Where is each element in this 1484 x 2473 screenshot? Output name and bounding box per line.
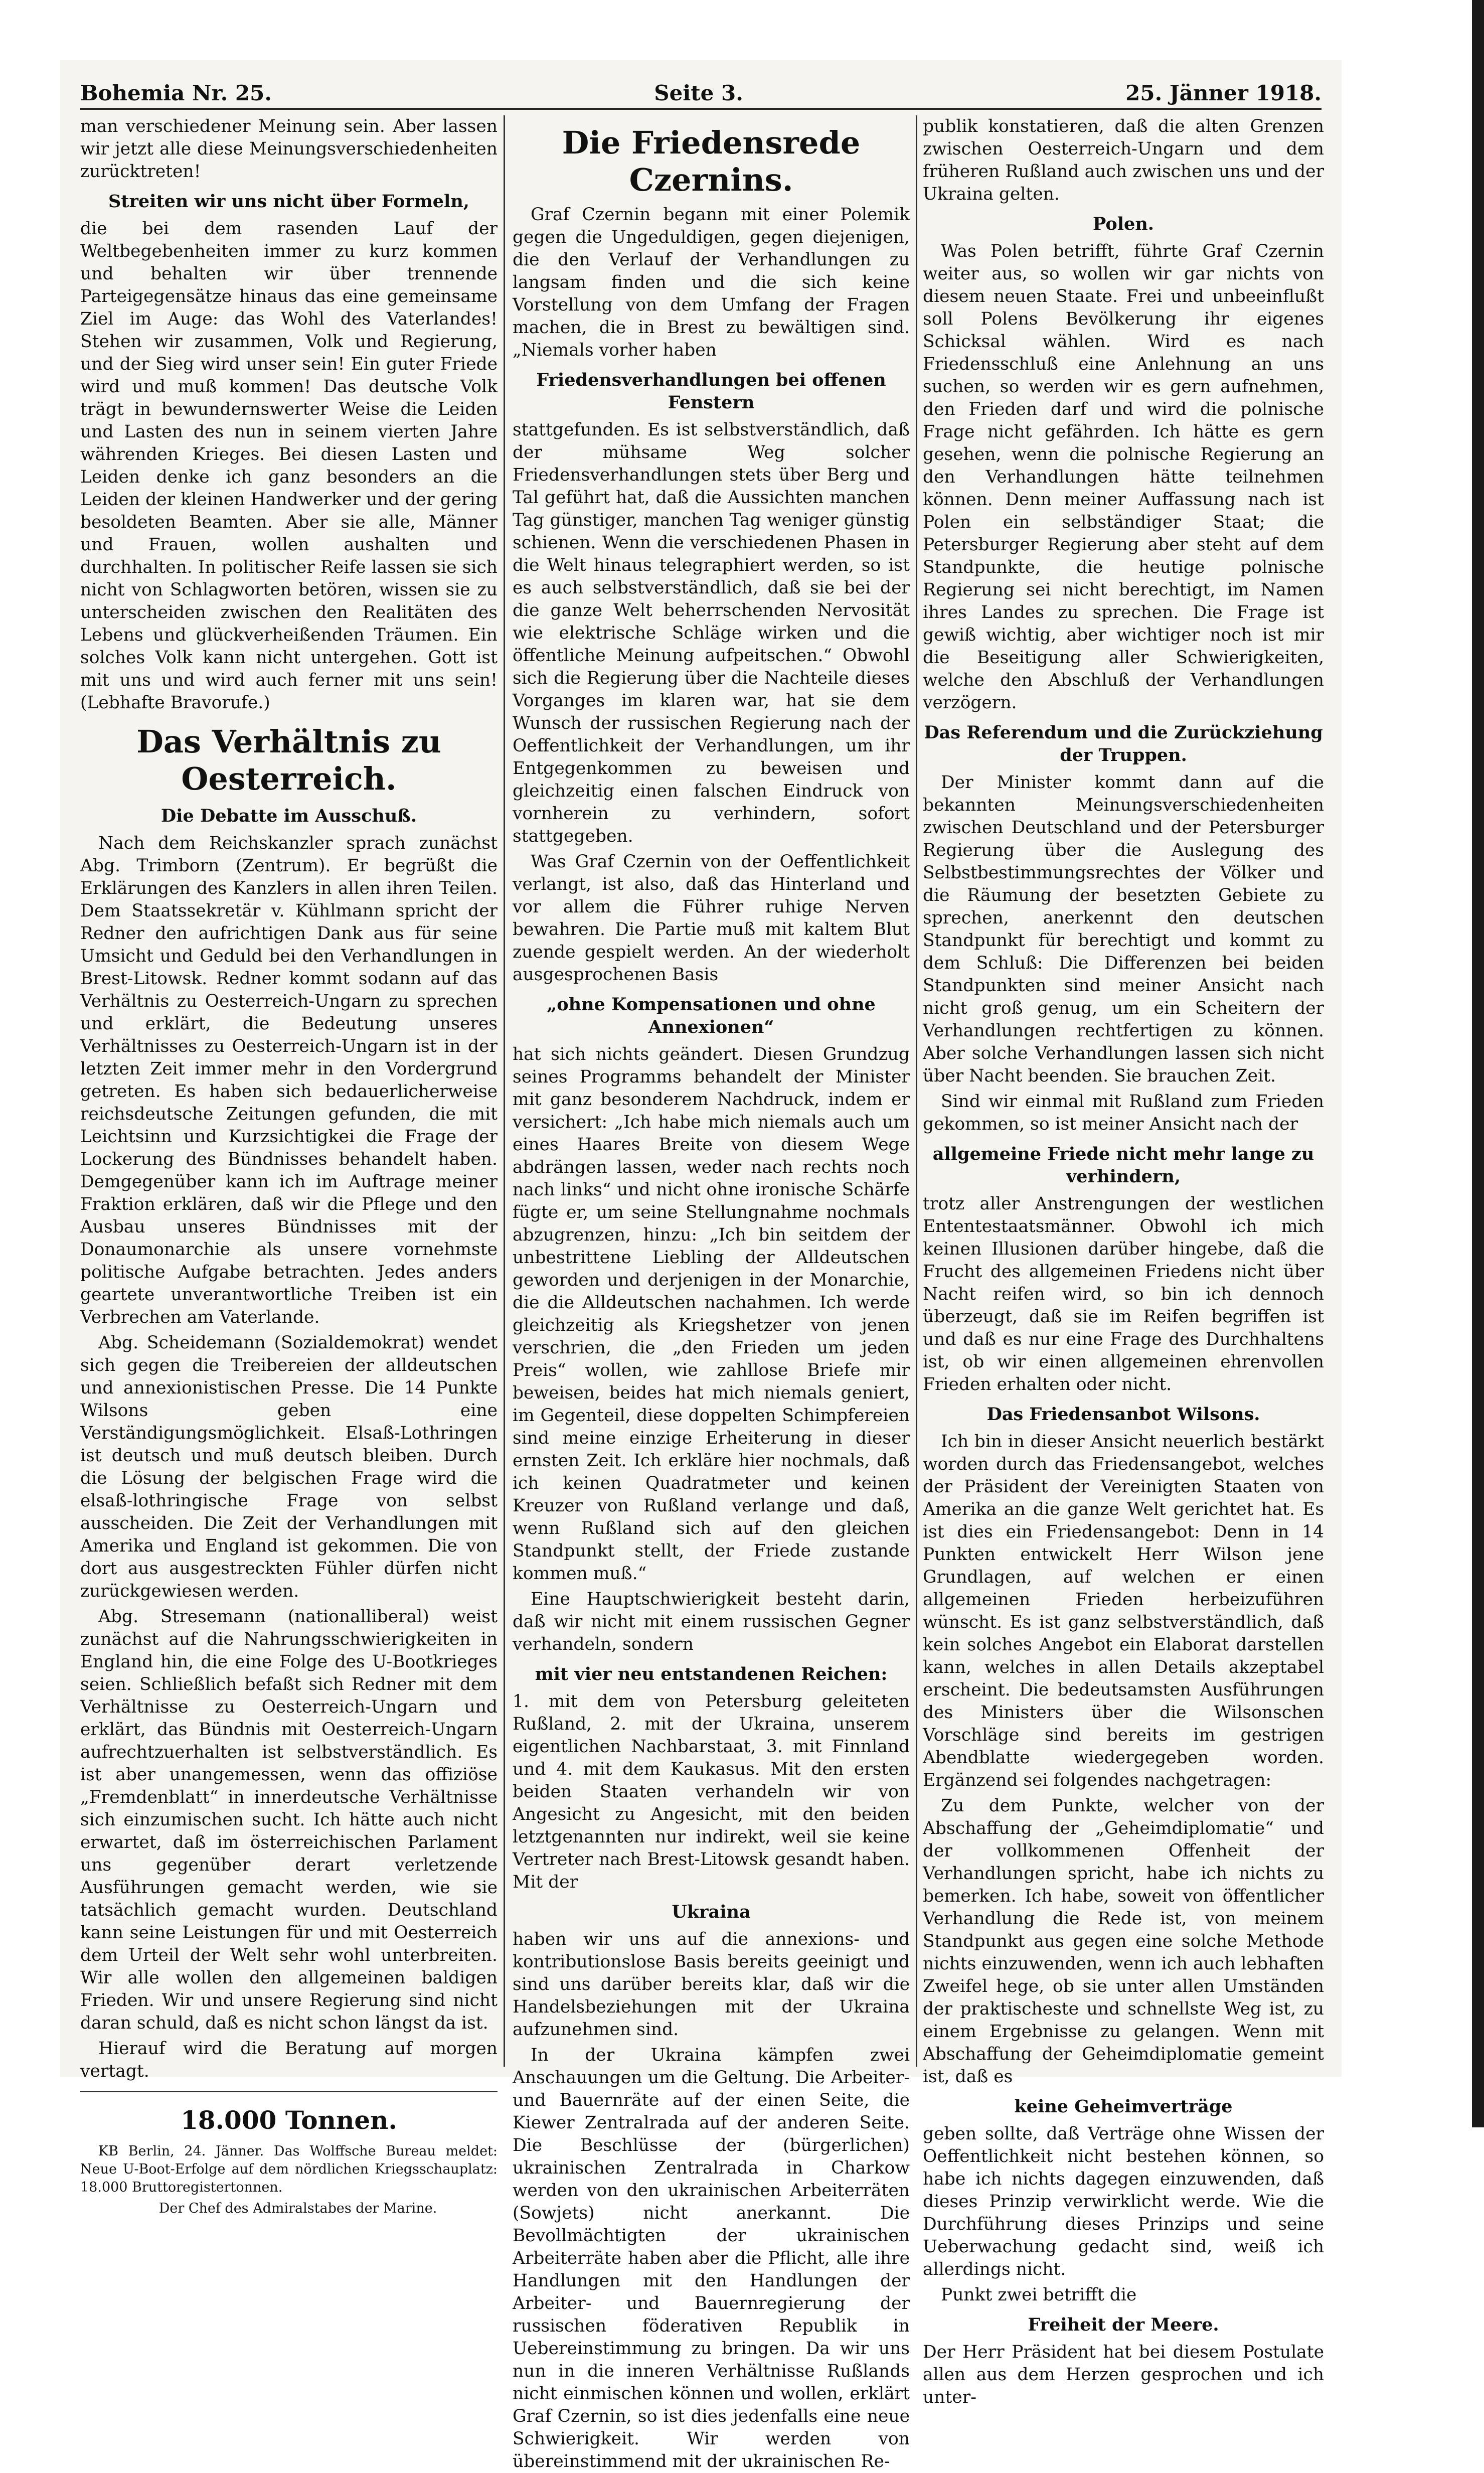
- paragraph: Sind wir einmal mit Rußland zum Frieden gekommen, so ist meiner Ansicht nach der: [923, 1092, 1324, 1134]
- paragraph: trotz aller Anstrengungen der westlichen Ententestaatsmänner. Obwohl ich mich keinen Illusionen darüber hingebe, daß die Frucht des allgemeinen Friedens nicht über Nacht reifen wird, so bin ich dennoch überzeugt, daß sie im Reifen begriffen ist und daß es nur eine Frage des Durchhaltens ist, ob wir einen allgemeinen ehrenvollen Frieden erhalten oder nicht.: [923, 1194, 1324, 1395]
- paragraph: Der Minister kommt dann auf die bekannten Meinungsverschiedenheiten zwischen Deutschland und der Petersburger Regierung über die Auslegung des Selbstbestimmungsrechtes der Völker und die Räumung der besetzten Gebiete zu sprechen, anerkennt den deutschen Standpunkt für berechtigt und kommt zu dem Schluß: Die Differenzen bei beiden Standpunkten sind meiner Ansicht nach nicht groß genug, um ein Scheitern der Verhandlungen rechtfertigen zu können. Aber solche Verhandlungen lassen sich nicht über Nacht beenden. Sie brauchen Zeit.: [923, 772, 1324, 1086]
- subheading: keine Geheimverträge: [1014, 2096, 1233, 2117]
- subheading: Das Friedensanbot Wilsons.: [986, 1404, 1260, 1425]
- article-title-austria: Das Verhältnis zu Oesterreich.: [136, 723, 441, 797]
- subheading: Das Referendum und die Zurückziehung der Truppen.: [924, 722, 1323, 765]
- paragraph: Ich bin in dieser Ansicht neuerlich bestärkt worden durch das Friedensangebot, welches der Präsident der Vereinigten Staaten von Amerika an die ganze Welt gerichtet hat. Es ist dies ein Friedensangebot: Denn in 14 Punkten entwickelt Herr Wilson jene Grundlagen, auf welchen er einen allgemeinen Frieden herbeizuführen wünscht. Es ist ganz selbstverständlich, daß kein solches Angebot ein Elaborat darstellen kann, welches in allen Details akzeptabel erscheint. Die bedeutsamsten Ausführungen des Ministers über die Wilsonschen Vorschläge sind bereits im gestrigen Abendblatte wiedergegeben worden. Ergänzend sei folgendes nachgetragen:: [923, 1432, 1324, 1790]
- section-rule: [80, 2091, 498, 2092]
- paragraph: Nach dem Reichskanzler sprach zunächst Abg. Trimborn (Zentrum). Er begrüßt die Erklärungen des Kanzlers in allen ihren Teilen. Dem Staatssekretär v. Kühlmann spricht der Redner den aufrichtigen Dank aus für seine Umsicht und Geduld bei den Verhandlungen in Brest-Litowsk. Redner kommt sodann auf das Verhältnis zu Oesterreich-Ungarn zu sprechen und erklärt, die Bedeutung unseres Verhältnisses zu Oesterreich-Ungarn ist in der letzten Zeit immer mehr in den Vordergrund getreten. Es haben sich bedauerlicherweise reichsdeutsche Zeitungen gefunden, die mit Leichtsinn und Kurzsichtigkei die Frage der Lockerung des Bündnisses behandelt haben. Demgegenüber kann ich im Auftrage meiner Fraktion erklären, daß wir die Pflege und den Ausbau unseres Bündnisses mit der Donaumonarchie als unsere vornehmste politische Aufgabe betrachten. Jedes anders geartete unverantwortliche Treiben ist ein Verbrechen am Vaterlande.: [80, 833, 498, 1327]
- paragraph: geben sollte, daß Verträge ohne Wissen der Oeffentlichkeit nicht bestehen können, so habe ich nichts dagegen einzuwenden, daß dieses Prinzip verwirklicht werde. Wie die Durchführung dieses Prinzips und seine Ueberwachung gedacht sind, weiß ich allerdings nicht.: [923, 2124, 1324, 2279]
- paragraph: Zu dem Punkte, welcher von der Abschaffung der „Geheimdiplomatie“ und der vollkommenen Offenheit der Verhandlungen spricht, habe ich nichts zu bemerken. Ich habe, soweit von öffentlicher Verhandlung die Rede ist, von meinem Standpunkt aus gegen eine solche Methode nichts einzuwenden, wenn ich auch lebhaften Zweifel hege, ob sie unter allen Umständen der praktischeste und schnellste Weg ist, zu einem Ergebnisse zu gelangen. Wenn mit Abschaffung der Geheimdiplomatie gemeint ist, daß es: [923, 1796, 1325, 2087]
- paragraph: hat sich nichts geändert. Diesen Grundzug seines Programms behandelt der Minister mit ganz besonderem Nachdruck, indem er versichert: „Ich habe mich niemals auch um eines Haares Breite von diesem Wege abdrängen lassen, weder nach rechts noch nach links“ und nicht ohne ironische Schärfe fügte er, um seine Stellungnahme nochmals abzugrenzen, hinzu: „Ich bin seitdem der unbestrittene Liebling der Alldeutschen geworden und derjenigen in der Monarchie, die die Alldeutschen nachahmen. Ich werde gleichzeitig als Kriegshetzer von jenen verschrien, die „den Frieden um jeden Preis“ wollen, wie zahllose Briefe mir beweisen, beides hat mich niemals geniert, im Gegenteil, diese doppelten Schimpfereien sind meine einzige Erheiterung in dieser ernsten Zeit. Ich erkläre hier nochmals, daß ich keinen Quadratmeter und keinen Kreuzer von Rußland verlange und daß, wenn Rußland sich auf den gleichen Standpunkt stellt, der Friede zustande kommen muß.“: [513, 1044, 910, 1584]
- paragraph: Punkt zwei betrifft die: [941, 2285, 1137, 2305]
- page-number: Seite 3.: [654, 81, 743, 105]
- subheading: Ukraina: [672, 1902, 751, 1922]
- scan-edge: [1472, 0, 1484, 2127]
- paragraph: Der Herr Präsident hat bei diesem Postulate allen aus dem Herzen gesprochen und ich unter-: [923, 2342, 1324, 2407]
- article-title-czernin: Die Friedensrede Czernins.: [562, 124, 861, 198]
- subheading: Streiten wir uns nicht über Formeln,: [108, 191, 469, 212]
- subheading: Freiheit der Meere.: [1028, 2314, 1219, 2335]
- paragraph: Graf Czernin begann mit einer Polemik gegen die Ungeduldigen, gegen diejenigen, die den Verlauf der Verhandlungen zu langsam finden und die sich keine Vorstellung von dem Umfang der Fragen machen, die in Brest zu bewältigen sind. „Niemals vorher haben: [513, 205, 910, 360]
- subheading: Die Debatte im Ausschuß.: [160, 806, 417, 826]
- article-title-tonnage: 18.000 Tonnen.: [181, 2105, 397, 2135]
- subheading: allgemeine Friede nicht mehr lange zu verhindern,: [932, 1144, 1314, 1187]
- paragraph: haben wir uns auf die annexions- und kontributionslose Basis bereits geeinigt und sind uns darüber bereits klar, daß wir die Handelsbeziehungen mit der Ukraina aufzunehmen sind.: [513, 1929, 910, 2040]
- subheading: Polen.: [1093, 214, 1154, 234]
- column-divider-2: [916, 115, 917, 2067]
- masthead-issue: Bohemia Nr. 25.: [80, 81, 272, 105]
- paragraph: Abg. Scheidemann (Sozialdemokrat) wendet sich gegen die Treibereien der alldeutschen und annexionistischen Presse. Die 14 Punkte Wilsons geben eine Verständigungsmöglichkeit. Elsaß-Lothringen ist deutsch und muß deutsch bleiben. Durch die Lösung der belgischen Frage wird die elsaß-lothringische Frage von selbst ausscheiden. Die Zeit der Verhandlungen mit Amerika und England ist gekommen. Die von dort aus ausgestreckten Fühler dürfen nicht zurückgewiesen werden.: [80, 1333, 498, 1601]
- paragraph: Abg. Stresemann (nationalliberal) weist zunächst auf die Nahrungsschwierigkeiten in England hin, die eine Folge des U-Bootkrieges seien. Schließlich befaßt sich Redner mit dem Verhältnisse zu Oesterreich-Ungarn und erklärt, das Bündnis mit Oesterreich-Ungarn aufrechtzuerhalten ist selbstverständlich. Es ist aber unangemessen, wenn das offiziöse „Fremdenblatt“ in innerdeutsche Verhältnisse sich einzumischen sucht. Ich hätte auch nicht erwartet, daß im österreichischen Parlament uns gegenüber derart verletzende Ausführungen gemacht werden, wie sie tatsächlich gemacht wurden. Deutschland kann seine Leistungen für und mit Oesterreich dem Urteil der Welt sehr wohl unterbreiten. Wir alle wollen den allgemeinen baldigen Frieden. Wir und unsere Regierung sind nicht daran schuld, daß es nicht schon längst da ist.: [80, 1607, 498, 2033]
- paragraph: In der Ukraina kämpfen zwei Anschauungen um die Geltung. Die Arbeiter- und Bauernräte auf der einen Seite, die Kiewer Zentralrada auf der anderen Seite. Die Beschlüsse der (bürgerlichen) ukrainischen Zentralrada in Charkow werden von den ukrainischen Arbeiterräten (Sowjets) nicht anerkannt. Die Bevollmächtigten der ukrainischen Arbeiterräte haben aber die Pflicht, alle ihre Handlungen mit den Handlungen der Arbeiter- und Bauernregierung der russischen föderativen Republik in Uebereinstimmung zu bringen. Da wir uns nun in die inneren Verhältnisse Rußlands nicht einmischen können und wollen, erklärt Graf Czernin, so ist dies jedenfalls eine neue Schwierigkeit. Wir werden von übereinstimmend mit der ukrainischen Re-: [513, 2045, 910, 2471]
- page-header: [80, 70, 1322, 105]
- paragraph: Hierauf wird die Beratung auf morgen vertagt.: [80, 2039, 498, 2081]
- column-divider-1: [504, 115, 505, 2067]
- subheading: Friedensverhandlungen bei offenen Fenstern: [536, 370, 886, 413]
- paragraph: die bei dem rasenden Lauf der Weltbegebenheiten immer zu kurz kommen und behalten wir über trennende Parteigegensätze hinaus das eine gemeinsame Ziel im Auge: das Wohl des Vaterlandes! Stehen wir zusammen, Volk und Regierung, und der Sieg wird unser sein! Ein guter Friede wird und muß kommen! Das deutsche Volk trägt in bewundernswerter Weise die Leiden und Lasten des nun in seinem vierten Jahre währenden Krieges. Bei diesen Lasten und Leiden denke ich ganz besonders an die Leiden der kleinen Handwerker und der gering besoldeten Beamten. Aber sie alle, Männer und Frauen, wollen aushalten und durchhalten. In politischer Reife lassen sie sich nicht von Schlagworten betören, wissen sie zu unterscheiden zwischen den Realitäten des Lebens und glückverheißenden Träumen. Ein solches Volk kann nicht untergehen. Gott ist mit uns und wird auch ferner mit uns sein! (Lebhafte Bravorufe.): [80, 219, 498, 713]
- paragraph: man verschiedener Meinung sein. Aber lassen wir jetzt alle diese Meinungsverschiedenheiten zurücktreten!: [80, 116, 498, 182]
- paragraph: stattgefunden. Es ist selbstverständlich, daß der mühsame Weg solcher Friedensverhandlungen stets über Berg und Tal geführt hat, daß die Aussichten manchen Tag günstiger, manchen Tag weniger günstig schienen. Wenn die verschiedenen Phasen in die Welt hinaus telegraphiert werden, so ist es auch selbstverständlich, daß sie bei der die ganze Welt beherrschenden Nervosität wie elektrische Schläge wirken und die öffentliche Meinung aufpeitschen.“ Obwohl sich die Regierung über die Nachteile dieses Vorganges im klaren war, hat sie dem Wunsch der russischen Regierung nach der Oeffentlichkeit der Verhandlungen, um ihr Entgegenkommen zu beweisen und gleichzeitig einen falschen Eindruck von vornherein zu verhindern, sofort stattgegeben.: [513, 420, 910, 846]
- paragraph: Eine Hauptschwierigkeit besteht darin, daß wir nicht mit einem russischen Gegner verhandeln, sondern: [513, 1589, 910, 1654]
- subheading: „ohne Kompensationen und ohne Annexionen“: [547, 994, 876, 1037]
- column-1: [80, 115, 498, 2216]
- column-3: [923, 115, 1325, 2407]
- issue-date: 25. Jänner 1918.: [1125, 81, 1322, 105]
- column-2: [513, 115, 910, 2471]
- subheading: mit vier neu entstandenen Reichen:: [535, 1664, 888, 1684]
- paragraph: Was Polen betrifft, führte Graf Czernin weiter aus, so wollen wir gar nichts von diesem neuen Staate. Frei und unbeeinflußt soll Polens Bevölkerung ihr eigenes Schicksal wählen. Wird es nach Friedensschluß eine Anlehnung an uns suchen, so werden wir es gern aufnehmen, den Frieden darf und wird die polnische Frage nicht gefährden. Ich hätte es gern gesehen, wenn die polnische Regierung an den Verhandlungen hätte teilnehmen können. Denn meiner Auffassung nach ist Polen ein selbständiger Staat; die Petersburger Regierung aber steht auf dem Standpunkte, die heutige polnische Regierung sei nicht berechtigt, im Namen ihres Landes zu sprechen. Die Frage ist gewiß wichtig, aber wichtiger noch ist mir die Beseitigung aller Schwierigkeiten, welche den Abschluß der Verhandlungen verzögern.: [923, 241, 1324, 713]
- signature: Der Chef des Admiralstabes der Marine.: [158, 2201, 437, 2216]
- header-rule: [80, 108, 1322, 110]
- news-bulletin: KB Berlin, 24. Jänner. Das Wolffsche Bureau meldet: Neue U-Boot-Erfolge auf dem nördlichen Kriegsschauplatz: 18.000 Bruttoregistertonnen.: [80, 2143, 498, 2195]
- newspaper-page: [60, 60, 1342, 2471]
- paragraph: Was Graf Czernin von der Oeffentlichkeit verlangt, ist also, daß das Hinterland und vor allem die Führer ruhige Nerven bewahren. Die Partie muß mit kaltem Blut zuende gespielt werden. An der wiederholt ausgesprochenen Basis: [513, 852, 910, 985]
- paragraph: publik konstatieren, daß die alten Grenzen zwischen Oesterreich-Ungarn und dem früheren Rußland auch zwischen uns und der Ukraina gelten.: [923, 116, 1324, 204]
- paragraph: 1. mit dem von Petersburg geleiteten Rußland, 2. mit der Ukraina, unserem eigentlichen Nachbarstaat, 3. mit Finnland und 4. mit dem Kaukasus. Mit den ersten beiden Staaten verhandeln wir von Angesicht zu Angesicht, mit den beiden letztgenannten nur indirekt, weil sie keine Vertreter nach Brest-Litowsk gesandt haben. Mit der: [513, 1691, 910, 1892]
